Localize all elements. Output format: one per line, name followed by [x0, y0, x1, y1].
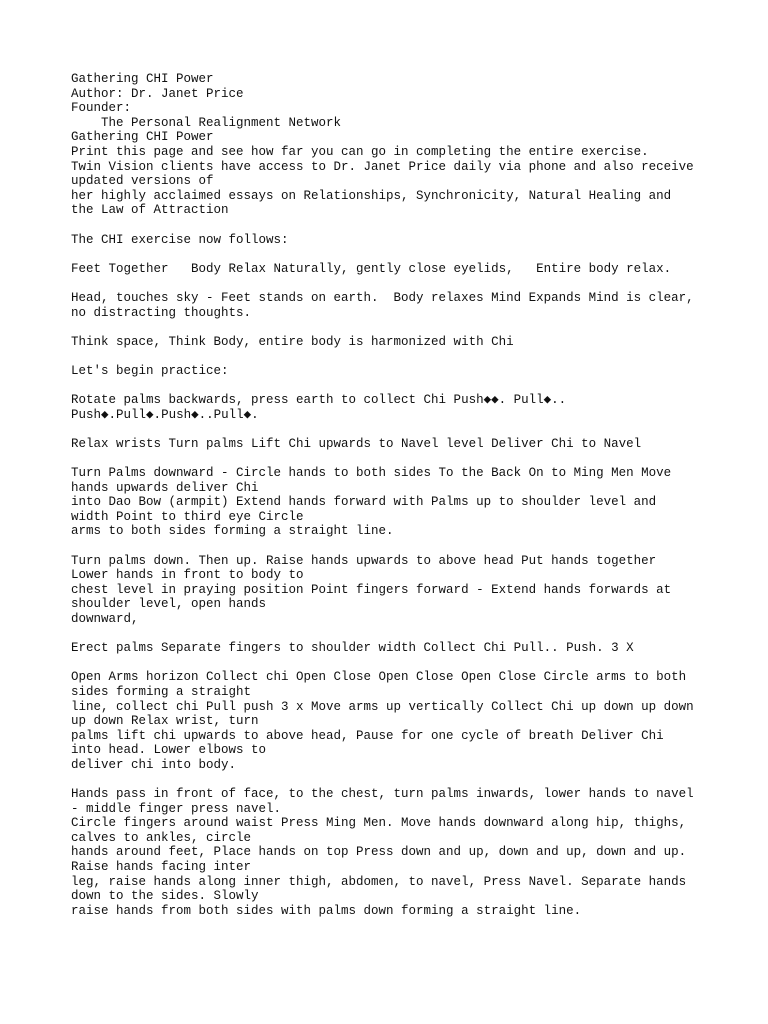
paragraph-line: hands around feet, Place hands on top Press down and up, down and up, down and up.	[71, 845, 687, 860]
paragraph-line: up down Relax wrist, turn	[71, 714, 259, 729]
doc-author: Author: Dr. Janet Price	[71, 86, 244, 101]
paragraph-line: Let's begin practice:	[71, 363, 229, 378]
paragraph-line: palms lift chi upwards to above head, Pause for one cycle of breath Deliver Chi	[71, 728, 664, 743]
paragraph	[71, 393, 728, 422]
document-header	[71, 72, 728, 218]
paragraph-line: Erect palms Separate fingers to shoulder width Collect Chi Pull.. Push. 3 X	[71, 641, 634, 656]
paragraph-line: downward,	[71, 611, 139, 626]
paragraph-line: Rotate palms backwards, press earth to collect Chi Push◆◆. Pull◆..	[71, 393, 567, 408]
doc-intro-line: her highly acclaimed essays on Relationships, Synchronicity, Natural Healing and	[71, 188, 672, 203]
paragraph-line: Circle fingers around waist Press Ming Men. Move hands downward along hip, thighs,	[71, 816, 687, 831]
paragraph-line: Turn Palms downward - Circle hands to both sides To the Back On to Ming Men Move	[71, 466, 672, 481]
paragraph-line: Hands pass in front of face, to the chest, turn palms inwards, lower hands to navel	[71, 787, 694, 802]
paragraph-line: Raise hands facing inter	[71, 860, 252, 875]
paragraph-line: Feet Together Body Relax Naturally, gently close eyelids, Entire body relax.	[71, 261, 672, 276]
paragraph	[71, 670, 728, 772]
doc-title-repeat: Gathering CHI Power	[71, 130, 214, 145]
paragraph	[71, 437, 728, 452]
paragraph-line: sides forming a straight	[71, 684, 252, 699]
paragraph-line: leg, raise hands along inner thigh, abdomen, to navel, Press Navel. Separate hands	[71, 874, 687, 889]
doc-title: Gathering CHI Power	[71, 72, 214, 86]
doc-intro-line: Print this page and see how far you can go in completing the entire exercise.	[71, 144, 649, 159]
doc-intro-line: the Law of Attraction	[71, 203, 229, 218]
paragraph-line: into head. Lower elbows to	[71, 743, 267, 758]
paragraph-line: raise hands from both sides with palms down forming a straight line.	[71, 903, 582, 918]
paragraph-line: down to the sides. Slowly	[71, 889, 259, 904]
paragraph-line: Relax wrists Turn palms Lift Chi upwards to Navel level Deliver Chi to Navel	[71, 436, 642, 451]
paragraph-line: width Point to third eye Circle	[71, 509, 304, 524]
paragraph-line: Head, touches sky - Feet stands on earth. Body relaxes Mind Expands Mind is clear,	[71, 290, 694, 305]
paragraph-line: into Dao Bow (armpit) Extend hands forward with Palms up to shoulder level and	[71, 495, 657, 510]
paragraph-line: The CHI exercise now follows:	[71, 232, 289, 247]
paragraph	[71, 364, 728, 379]
paragraph	[71, 787, 728, 918]
paragraph-line: hands upwards deliver Chi	[71, 480, 259, 495]
paragraph-line: Lower hands in front to body to	[71, 568, 304, 583]
doc-intro-line: updated versions of	[71, 174, 214, 189]
paragraph-line: line, collect chi Pull push 3 x Move arms up vertically Collect Chi up down up down	[71, 699, 694, 714]
paragraph-line: Open Arms horizon Collect chi Open Close Open Close Open Close Circle arms to both	[71, 670, 687, 685]
paragraph-line: Turn palms down. Then up. Raise hands upwards to above head Put hands together	[71, 553, 657, 568]
doc-founder-label: Founder:	[71, 101, 132, 116]
paragraph-line: shoulder level, open hands	[71, 597, 267, 612]
paragraph-line: deliver chi into body.	[71, 757, 237, 772]
paragraph-line: - middle finger press navel.	[71, 801, 282, 816]
paragraph-line: Push◆.Pull◆.Push◆..Pull◆.	[71, 407, 259, 422]
paragraph	[71, 335, 728, 350]
paragraph	[71, 291, 728, 320]
paragraph-line: calves to ankles, circle	[71, 830, 252, 845]
paragraph	[71, 641, 728, 656]
document-body	[71, 233, 728, 919]
paragraph	[71, 466, 728, 539]
paragraph	[71, 262, 728, 277]
paragraph-line: chest level in praying position Point fingers forward - Extend hands forwards at	[71, 582, 672, 597]
paragraph	[71, 554, 728, 627]
paragraph-line: Think space, Think Body, entire body is harmonized with Chi	[71, 334, 514, 349]
paragraph-line: arms to both sides forming a straight line.	[71, 524, 394, 539]
doc-intro-line: Twin Vision clients have access to Dr. Janet Price daily via phone and also receive	[71, 159, 694, 174]
paragraph	[71, 233, 728, 248]
doc-organization: The Personal Realignment Network	[71, 115, 342, 130]
paragraph-line: no distracting thoughts.	[71, 305, 252, 320]
